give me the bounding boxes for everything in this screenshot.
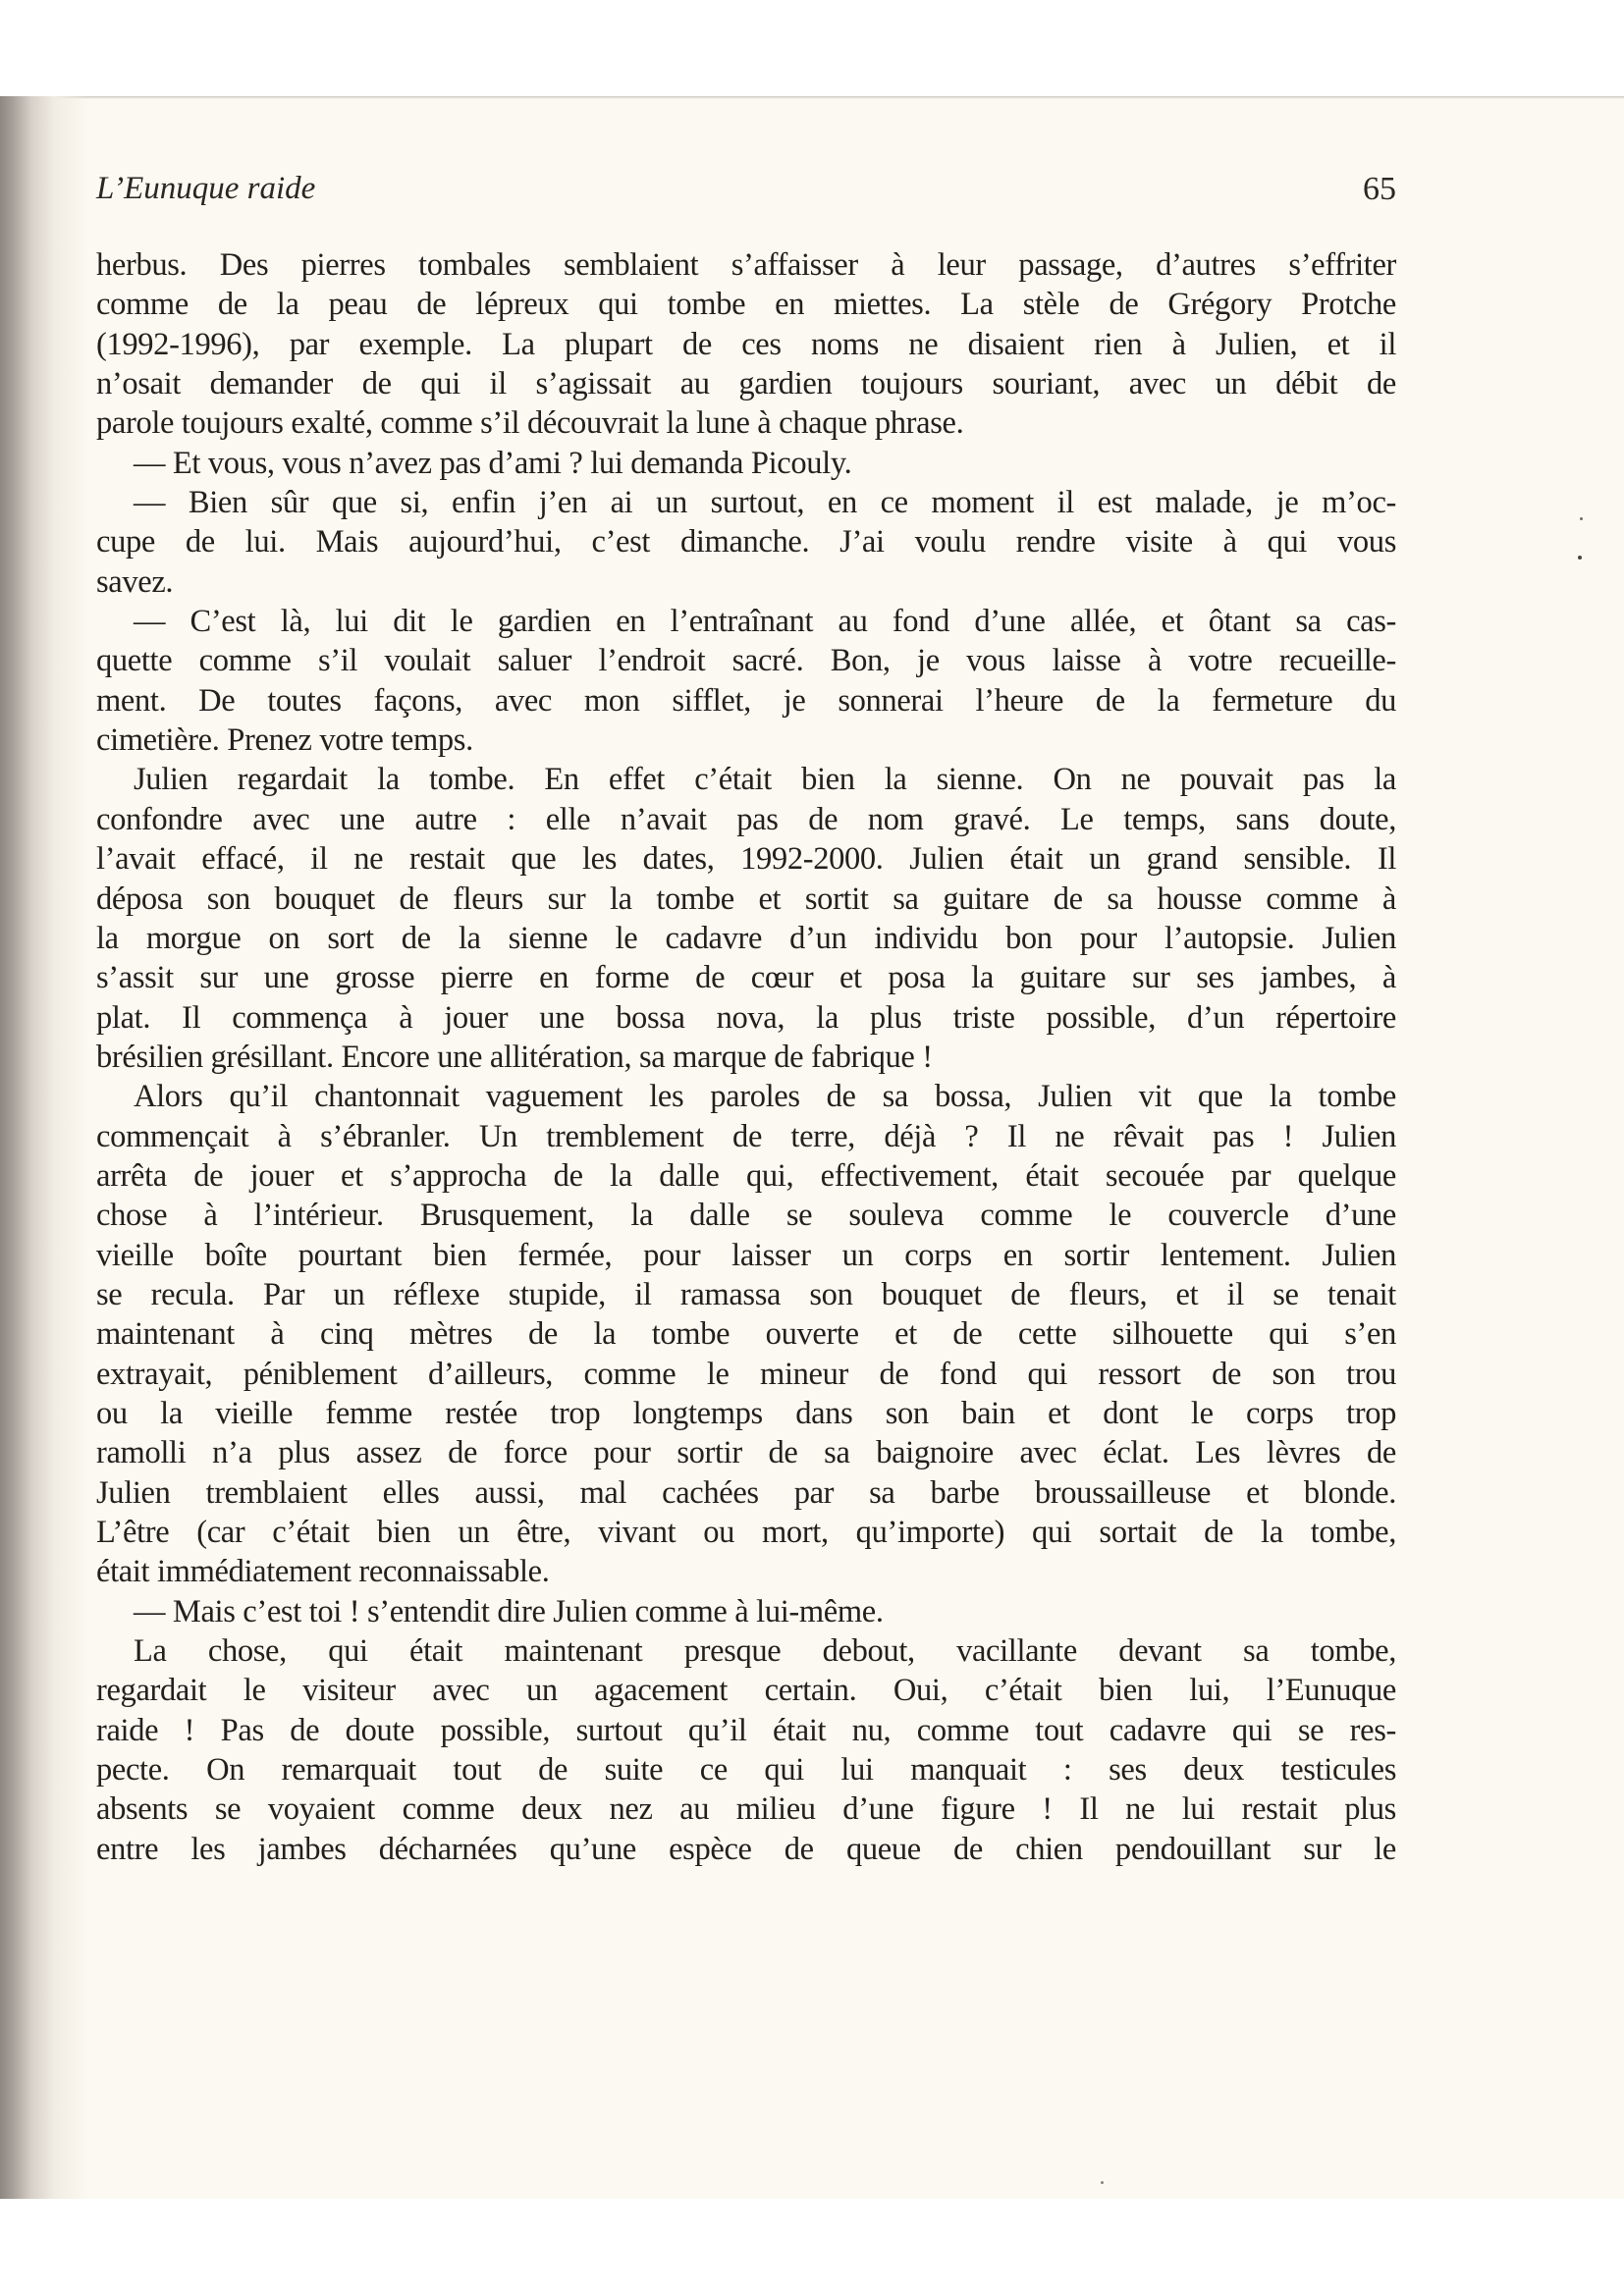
text-line: savez. — [96, 563, 174, 600]
text-line: l’avait effacé, il ne restait que les dates, 1992-2000. Julien était un grand sensible. Il — [96, 841, 1396, 878]
text-line: ment. De toutes façons, avec mon sifflet, je sonnerai l’heure de la fermeture du — [96, 682, 1396, 719]
text-line: absents se voyaient comme deux nez au milieu d’une figure ! Il ne lui restait plus — [96, 1791, 1396, 1828]
text-line: (1992-1996), par exemple. La plupart de ces noms ne disaient rien à Julien, et il — [96, 326, 1396, 362]
scan-speck — [1101, 2181, 1104, 2184]
paragraph — [96, 1592, 1396, 1631]
text-line: extrayait, péniblement d’ailleurs, comme le mineur de fond qui ressort de son trou — [96, 1356, 1396, 1392]
text-line: n’osait demander de qui il s’agissait au gardien toujours souriant, avec un débit de — [96, 366, 1396, 402]
text-line: herbus. Des pierres tombales semblaient s’affaisser à leur passage, d’autres s’effriter — [96, 247, 1396, 283]
text-line: entre les jambes décharnées qu’une espèce de queue de chien pendouillant sur le — [96, 1831, 1396, 1867]
scan-speck — [1578, 556, 1582, 560]
text-line: maintenant à cinq mètres de la tombe ouverte et de cette silhouette qui s’en — [96, 1316, 1396, 1353]
text-line: confondre avec une autre : elle n’avait pas de nom gravé. Le temps, sans doute, — [96, 801, 1396, 837]
page-number: 65 — [1363, 171, 1396, 207]
text-line: déposa son bouquet de fleurs sur la tombe et sortit sa guitare de sa housse comme à — [96, 881, 1396, 917]
text-line: ramolli n’a plus assez de force pour sortir de sa baignoire avec éclat. Les lèvres de — [96, 1435, 1396, 1471]
text-line: plat. Il commença à jouer une bossa nova, la plus triste possible, d’un répertoire — [96, 999, 1396, 1036]
text-line: cimetière. Prenez votre temps. — [96, 722, 473, 759]
text-line: pecte. On remarquait tout de suite ce qui lui manquait : ses deux testicules — [96, 1752, 1396, 1789]
paragraph — [96, 602, 1396, 760]
text-line: chose à l’intérieur. Brusquement, la dalle se souleva comme le couvercle d’une — [96, 1198, 1396, 1234]
paragraph — [96, 444, 1396, 483]
text-line: vieille boîte pourtant bien fermée, pour laisser un corps en sortir lentement. Julien — [96, 1237, 1396, 1273]
paragraph — [96, 1631, 1396, 1869]
text-line: La chose, qui était maintenant presque debout, vacillante devant sa tombe, — [134, 1633, 1396, 1670]
text-line: raide ! Pas de doute possible, surtout qu’il était nu, comme tout cadavre qui se res- — [96, 1712, 1396, 1748]
text-line: la morgue on sort de la sienne le cadavre d’un individu bon pour l’autopsie. Julien — [96, 920, 1396, 956]
text-line: se recula. Par un réflexe stupide, il ramassa son bouquet de fleurs, et il se tenait — [96, 1276, 1396, 1312]
text-line: parole toujours exalté, comme s’il découvrait la lune à chaque phrase. — [96, 405, 964, 442]
text-line: — C’est là, lui dit le gardien en l’entraînant au fond d’une allée, et ôtant sa cas- — [134, 604, 1396, 640]
text-line: commençait à s’ébranler. Un tremblement de terre, déjà ? Il ne rêvait pas ! Julien — [96, 1118, 1396, 1154]
text-line: quette comme s’il voulait saluer l’endroit sacré. Bon, je vous laisse à votre recueille- — [96, 643, 1396, 679]
gutter-shadow — [0, 96, 88, 2199]
text-line: Julien regardait la tombe. En effet c’était bien la sienne. On ne pouvait pas la — [134, 762, 1396, 798]
text-line: — Et vous, vous n’avez pas d’ami ? lui demanda Picouly. — [134, 445, 852, 481]
paragraph — [96, 1077, 1396, 1591]
body-text — [96, 245, 1396, 1869]
text-line: comme de la peau de lépreux qui tombe en miettes. La stèle de Grégory Protche — [96, 287, 1396, 323]
text-line: cupe de lui. Mais aujourd’hui, c’est dimanche. J’ai voulu rendre visite à qui vous — [96, 524, 1396, 561]
scan-speck — [1580, 517, 1583, 520]
paragraph — [96, 245, 1396, 444]
text-line: — Mais c’est toi ! s’entendit dire Julien comme à lui-même. — [134, 1593, 884, 1629]
text-line: ou la vieille femme restée trop longtemps dans son bain et dont le corps trop — [96, 1395, 1396, 1431]
running-header — [96, 171, 1396, 214]
text-line: arrêta de jouer et s’approcha de la dalle qui, effectivement, était secouée par quelque — [96, 1157, 1396, 1194]
text-line: regardait le visiteur avec un agacement certain. Oui, c’était bien lui, l’Eunuque — [96, 1673, 1396, 1709]
text-line: s’assit sur une grosse pierre en forme de cœur et posa la guitare sur ses jambes, à — [96, 960, 1396, 996]
paragraph — [96, 760, 1396, 1077]
text-line: Alors qu’il chantonnait vaguement les paroles de sa bossa, Julien vit que la tombe — [134, 1079, 1396, 1115]
text-line: brésilien grésillant. Encore une allitération, sa marque de fabrique ! — [96, 1039, 933, 1075]
text-line: était immédiatement reconnaissable. — [96, 1554, 550, 1590]
text-line: — Bien sûr que si, enfin j’en ai un surtout, en ce moment il est malade, je m’oc- — [134, 485, 1396, 521]
paragraph — [96, 483, 1396, 602]
text-line: L’être (car c’était bien un être, vivant ou mort, qu’importe) qui sortait de la tombe, — [96, 1515, 1396, 1550]
page-top-edge — [0, 96, 1624, 99]
running-title: L’Eunuque raide — [96, 171, 316, 206]
text-line: Julien tremblaient elles aussi, mal cachées par sa barbe broussailleuse et blonde. — [96, 1474, 1396, 1511]
